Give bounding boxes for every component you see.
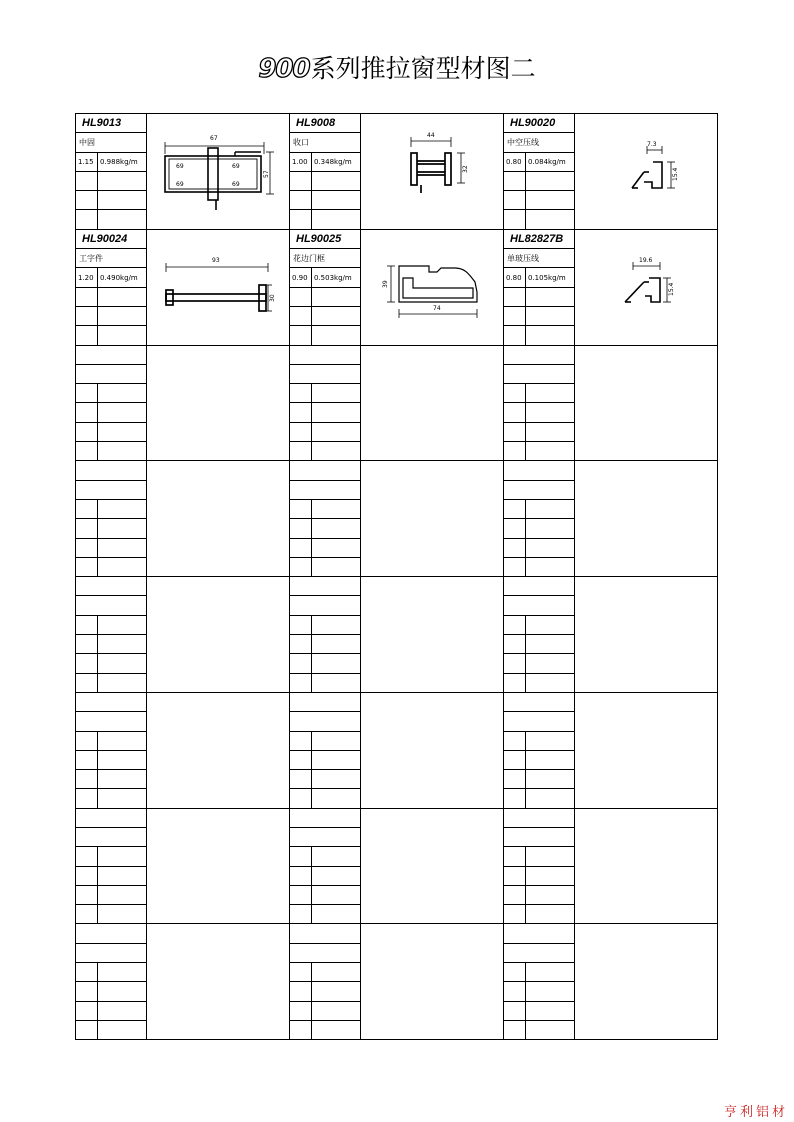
empty-cell bbox=[312, 770, 361, 789]
empty-cell bbox=[312, 673, 361, 692]
empty-cell bbox=[504, 615, 526, 634]
unit-weight: 0.348kg/m bbox=[312, 152, 361, 171]
empty-name-cell bbox=[504, 827, 575, 846]
empty-cell bbox=[290, 499, 312, 518]
empty-cell bbox=[290, 1001, 312, 1020]
empty-cell bbox=[76, 982, 98, 1001]
profile-drawing-cell bbox=[147, 229, 290, 345]
empty-name-cell bbox=[290, 827, 361, 846]
empty-cell bbox=[290, 287, 312, 306]
table-row bbox=[76, 229, 718, 248]
empty-cell bbox=[290, 191, 312, 210]
empty-cell bbox=[290, 750, 312, 769]
table-row bbox=[76, 577, 718, 596]
empty-cell bbox=[312, 905, 361, 924]
empty-name-cell bbox=[290, 596, 361, 615]
empty-cell bbox=[290, 885, 312, 904]
empty-cell bbox=[98, 731, 147, 750]
unit-weight: 0.988kg/m bbox=[98, 152, 147, 171]
empty-cell bbox=[76, 905, 98, 924]
empty-cell bbox=[504, 1020, 526, 1039]
empty-name-cell bbox=[76, 943, 147, 962]
empty-cell bbox=[98, 442, 147, 461]
empty-cell bbox=[290, 1020, 312, 1039]
empty-cell bbox=[504, 866, 526, 885]
empty-cell bbox=[526, 384, 575, 403]
empty-code-cell bbox=[290, 461, 361, 480]
empty-cell bbox=[290, 538, 312, 557]
empty-cell bbox=[98, 403, 147, 422]
empty-cell bbox=[98, 210, 147, 229]
empty-name-cell bbox=[504, 596, 575, 615]
dim-width-label: 19.6 bbox=[639, 257, 653, 265]
empty-cell bbox=[312, 384, 361, 403]
wall-thickness: 0.90 bbox=[290, 268, 312, 287]
empty-cell bbox=[76, 750, 98, 769]
empty-drawing-cell bbox=[575, 345, 718, 461]
empty-drawing-cell bbox=[361, 461, 504, 577]
empty-cell bbox=[504, 442, 526, 461]
empty-cell bbox=[76, 210, 98, 229]
title-text: 系列推拉窗型材图二 bbox=[310, 54, 536, 83]
empty-cell bbox=[98, 770, 147, 789]
empty-cell bbox=[312, 654, 361, 673]
empty-cell bbox=[504, 731, 526, 750]
empty-drawing-cell bbox=[147, 345, 290, 461]
empty-cell bbox=[526, 731, 575, 750]
empty-cell bbox=[290, 615, 312, 634]
dim-height-label: 15.4 bbox=[672, 168, 679, 182]
empty-cell bbox=[526, 1001, 575, 1020]
mark-label-2: 69 bbox=[232, 163, 240, 171]
empty-cell bbox=[526, 885, 575, 904]
empty-cell bbox=[312, 963, 361, 982]
dim-width-label: 93 bbox=[211, 257, 220, 265]
empty-cell bbox=[290, 326, 312, 345]
empty-code-cell bbox=[290, 577, 361, 596]
empty-cell bbox=[504, 635, 526, 654]
empty-cell bbox=[312, 1001, 361, 1020]
profile-name: 中空压线 bbox=[504, 133, 575, 152]
empty-cell bbox=[312, 885, 361, 904]
empty-name-cell bbox=[290, 943, 361, 962]
empty-cell bbox=[504, 403, 526, 422]
unit-weight: 0.105kg/m bbox=[526, 268, 575, 287]
dim-width-label: 74 bbox=[433, 305, 441, 313]
empty-code-cell bbox=[290, 808, 361, 827]
empty-cell bbox=[504, 885, 526, 904]
empty-cell bbox=[312, 866, 361, 885]
empty-cell bbox=[76, 847, 98, 866]
profile-drawing-cell bbox=[575, 229, 718, 345]
profile-code: HL90020 bbox=[504, 114, 575, 133]
empty-cell bbox=[98, 750, 147, 769]
empty-cell bbox=[504, 770, 526, 789]
empty-drawing-cell bbox=[361, 345, 504, 461]
empty-cell bbox=[526, 287, 575, 306]
empty-cell bbox=[504, 171, 526, 190]
dim-height-label: 39 bbox=[382, 280, 389, 289]
empty-code-cell bbox=[290, 345, 361, 364]
empty-cell bbox=[526, 982, 575, 1001]
empty-cell bbox=[290, 171, 312, 190]
empty-cell bbox=[526, 499, 575, 518]
empty-cell bbox=[76, 770, 98, 789]
empty-cell bbox=[312, 403, 361, 422]
empty-cell bbox=[290, 519, 312, 538]
title-number: 900 bbox=[258, 54, 310, 84]
profile-catalog-table bbox=[75, 113, 718, 1040]
empty-cell bbox=[76, 403, 98, 422]
empty-cell bbox=[76, 673, 98, 692]
table-row bbox=[76, 114, 718, 133]
empty-cell bbox=[98, 963, 147, 982]
empty-drawing-cell bbox=[361, 577, 504, 693]
empty-cell bbox=[526, 171, 575, 190]
empty-cell bbox=[312, 982, 361, 1001]
empty-cell bbox=[98, 615, 147, 634]
empty-cell bbox=[526, 442, 575, 461]
empty-cell bbox=[290, 789, 312, 808]
empty-cell bbox=[98, 384, 147, 403]
empty-name-cell bbox=[76, 480, 147, 499]
empty-cell bbox=[76, 287, 98, 306]
empty-cell bbox=[76, 635, 98, 654]
empty-cell bbox=[312, 210, 361, 229]
profile-code: HL9008 bbox=[290, 114, 361, 133]
empty-name-cell bbox=[76, 827, 147, 846]
empty-cell bbox=[290, 847, 312, 866]
empty-cell bbox=[98, 326, 147, 345]
empty-cell bbox=[290, 442, 312, 461]
profile-code: HL82827B bbox=[504, 229, 575, 248]
empty-code-cell bbox=[76, 808, 147, 827]
empty-code-cell bbox=[76, 345, 147, 364]
hl82827b-profile-drawing bbox=[611, 252, 681, 322]
empty-cell bbox=[76, 384, 98, 403]
empty-cell bbox=[526, 635, 575, 654]
empty-cell bbox=[504, 789, 526, 808]
empty-cell bbox=[504, 1001, 526, 1020]
dim-width-label: 67 bbox=[210, 135, 218, 143]
empty-cell bbox=[504, 306, 526, 325]
empty-cell bbox=[76, 1020, 98, 1039]
profile-name: 收口 bbox=[290, 133, 361, 152]
dim-height-label: 30 bbox=[268, 294, 276, 303]
empty-code-cell bbox=[504, 345, 575, 364]
empty-cell bbox=[526, 210, 575, 229]
empty-cell bbox=[526, 750, 575, 769]
empty-cell bbox=[312, 789, 361, 808]
empty-cell bbox=[526, 905, 575, 924]
empty-name-cell bbox=[504, 712, 575, 731]
page-title bbox=[0, 52, 794, 86]
empty-code-cell bbox=[76, 577, 147, 596]
empty-cell bbox=[98, 789, 147, 808]
empty-cell bbox=[504, 384, 526, 403]
empty-cell bbox=[76, 422, 98, 441]
empty-cell bbox=[526, 403, 575, 422]
profile-code: HL90024 bbox=[76, 229, 147, 248]
empty-drawing-cell bbox=[147, 808, 290, 924]
dim-height-label: 32 bbox=[462, 165, 469, 174]
profile-name: 中固 bbox=[76, 133, 147, 152]
hl9013-profile-drawing bbox=[158, 126, 278, 216]
dim-height-label: 15.4 bbox=[668, 282, 675, 297]
empty-cell bbox=[98, 171, 147, 190]
empty-cell bbox=[98, 1001, 147, 1020]
empty-cell bbox=[504, 519, 526, 538]
empty-drawing-cell bbox=[147, 577, 290, 693]
empty-cell bbox=[76, 654, 98, 673]
empty-name-cell bbox=[76, 364, 147, 383]
empty-cell bbox=[290, 770, 312, 789]
empty-cell bbox=[526, 673, 575, 692]
empty-cell bbox=[290, 403, 312, 422]
empty-drawing-cell bbox=[361, 692, 504, 808]
empty-cell bbox=[76, 442, 98, 461]
empty-code-cell bbox=[504, 577, 575, 596]
empty-cell bbox=[526, 306, 575, 325]
empty-cell bbox=[504, 210, 526, 229]
empty-cell bbox=[98, 654, 147, 673]
empty-cell bbox=[504, 538, 526, 557]
empty-cell bbox=[290, 654, 312, 673]
empty-cell bbox=[76, 519, 98, 538]
empty-code-cell bbox=[76, 461, 147, 480]
empty-cell bbox=[312, 615, 361, 634]
empty-cell bbox=[98, 982, 147, 1001]
empty-cell bbox=[526, 847, 575, 866]
empty-cell bbox=[312, 442, 361, 461]
empty-drawing-cell bbox=[575, 924, 718, 1040]
hl9008-profile-drawing bbox=[387, 131, 477, 211]
empty-code-cell bbox=[76, 692, 147, 711]
empty-cell bbox=[526, 789, 575, 808]
empty-cell bbox=[526, 422, 575, 441]
empty-cell bbox=[98, 191, 147, 210]
empty-cell bbox=[312, 422, 361, 441]
empty-cell bbox=[290, 384, 312, 403]
empty-cell bbox=[312, 847, 361, 866]
empty-cell bbox=[98, 635, 147, 654]
unit-weight: 0.084kg/m bbox=[526, 152, 575, 171]
empty-cell bbox=[504, 963, 526, 982]
empty-drawing-cell bbox=[147, 692, 290, 808]
empty-code-cell bbox=[290, 692, 361, 711]
empty-cell bbox=[526, 866, 575, 885]
profile-drawing-cell bbox=[147, 114, 290, 230]
empty-cell bbox=[504, 654, 526, 673]
empty-cell bbox=[504, 287, 526, 306]
empty-cell bbox=[526, 519, 575, 538]
empty-cell bbox=[312, 191, 361, 210]
hl90020-profile-drawing bbox=[611, 136, 681, 206]
profile-drawing-cell bbox=[361, 229, 504, 345]
empty-cell bbox=[312, 750, 361, 769]
empty-cell bbox=[98, 287, 147, 306]
empty-cell bbox=[504, 673, 526, 692]
empty-cell bbox=[504, 982, 526, 1001]
empty-cell bbox=[312, 499, 361, 518]
empty-drawing-cell bbox=[575, 692, 718, 808]
empty-cell bbox=[290, 673, 312, 692]
empty-cell bbox=[526, 326, 575, 345]
empty-cell bbox=[98, 866, 147, 885]
dim-width-label: 7.3 bbox=[647, 141, 657, 149]
empty-cell bbox=[290, 866, 312, 885]
empty-name-cell bbox=[76, 596, 147, 615]
empty-cell bbox=[526, 538, 575, 557]
empty-cell bbox=[76, 499, 98, 518]
empty-code-cell bbox=[504, 692, 575, 711]
empty-cell bbox=[312, 326, 361, 345]
empty-cell bbox=[76, 191, 98, 210]
empty-cell bbox=[76, 557, 98, 576]
empty-code-cell bbox=[290, 924, 361, 943]
empty-cell bbox=[76, 866, 98, 885]
empty-code-cell bbox=[504, 808, 575, 827]
mark-label-3: 69 bbox=[176, 181, 184, 189]
empty-cell bbox=[312, 557, 361, 576]
unit-weight: 0.503kg/m bbox=[312, 268, 361, 287]
empty-cell bbox=[312, 171, 361, 190]
empty-cell bbox=[76, 963, 98, 982]
profile-name: 单玻压线 bbox=[504, 249, 575, 268]
empty-cell bbox=[526, 654, 575, 673]
empty-name-cell bbox=[76, 712, 147, 731]
empty-cell bbox=[98, 673, 147, 692]
empty-drawing-cell bbox=[361, 808, 504, 924]
empty-code-cell bbox=[504, 461, 575, 480]
empty-name-cell bbox=[504, 480, 575, 499]
hl90024-profile-drawing bbox=[156, 252, 281, 322]
empty-cell bbox=[98, 519, 147, 538]
empty-cell bbox=[504, 905, 526, 924]
empty-cell bbox=[290, 306, 312, 325]
empty-cell bbox=[526, 770, 575, 789]
empty-cell bbox=[98, 847, 147, 866]
empty-cell bbox=[312, 519, 361, 538]
empty-cell bbox=[504, 557, 526, 576]
empty-cell bbox=[290, 731, 312, 750]
empty-cell bbox=[76, 789, 98, 808]
empty-cell bbox=[76, 615, 98, 634]
empty-cell bbox=[290, 963, 312, 982]
empty-cell bbox=[526, 1020, 575, 1039]
empty-name-cell bbox=[290, 364, 361, 383]
dim-width-label: 44 bbox=[427, 132, 435, 140]
profile-code: HL90025 bbox=[290, 229, 361, 248]
empty-cell bbox=[98, 538, 147, 557]
empty-cell bbox=[312, 287, 361, 306]
empty-cell bbox=[290, 635, 312, 654]
empty-name-cell bbox=[290, 712, 361, 731]
empty-cell bbox=[312, 306, 361, 325]
empty-drawing-cell bbox=[575, 577, 718, 693]
profile-drawing-cell bbox=[361, 114, 504, 230]
table-row bbox=[76, 692, 718, 711]
empty-cell bbox=[76, 538, 98, 557]
empty-cell bbox=[290, 210, 312, 229]
empty-cell bbox=[290, 905, 312, 924]
empty-cell bbox=[526, 615, 575, 634]
empty-cell bbox=[504, 847, 526, 866]
profile-drawing-cell bbox=[575, 114, 718, 230]
table-row bbox=[76, 461, 718, 480]
mark-label-4: 69 bbox=[232, 181, 240, 189]
unit-weight: 0.490kg/m bbox=[98, 268, 147, 287]
profile-name: 花边门框 bbox=[290, 249, 361, 268]
hl90025-profile-drawing bbox=[377, 252, 487, 322]
dim-height-label: 57 bbox=[263, 170, 270, 179]
table-row bbox=[76, 345, 718, 364]
empty-cell bbox=[98, 557, 147, 576]
empty-cell bbox=[504, 499, 526, 518]
empty-cell bbox=[76, 326, 98, 345]
empty-cell bbox=[98, 422, 147, 441]
empty-cell bbox=[290, 422, 312, 441]
empty-cell bbox=[312, 635, 361, 654]
empty-drawing-cell bbox=[575, 808, 718, 924]
empty-cell bbox=[526, 963, 575, 982]
empty-cell bbox=[526, 557, 575, 576]
wall-thickness: 1.20 bbox=[76, 268, 98, 287]
empty-drawing-cell bbox=[147, 924, 290, 1040]
empty-name-cell bbox=[504, 943, 575, 962]
wall-thickness: 1.15 bbox=[76, 152, 98, 171]
wall-thickness: 0.80 bbox=[504, 152, 526, 171]
empty-name-cell bbox=[290, 480, 361, 499]
empty-drawing-cell bbox=[361, 924, 504, 1040]
profile-code: HL9013 bbox=[76, 114, 147, 133]
empty-drawing-cell bbox=[575, 461, 718, 577]
empty-cell bbox=[98, 885, 147, 904]
empty-cell bbox=[312, 1020, 361, 1039]
profile-name: 工字件 bbox=[76, 249, 147, 268]
empty-cell bbox=[504, 191, 526, 210]
empty-cell bbox=[76, 306, 98, 325]
empty-cell bbox=[504, 750, 526, 769]
table-row bbox=[76, 924, 718, 943]
empty-code-cell bbox=[504, 924, 575, 943]
empty-cell bbox=[98, 1020, 147, 1039]
empty-cell bbox=[98, 499, 147, 518]
empty-cell bbox=[290, 557, 312, 576]
empty-cell bbox=[76, 731, 98, 750]
empty-name-cell bbox=[504, 364, 575, 383]
empty-cell bbox=[98, 905, 147, 924]
empty-cell bbox=[312, 538, 361, 557]
empty-cell bbox=[504, 326, 526, 345]
empty-cell bbox=[504, 422, 526, 441]
empty-cell bbox=[290, 982, 312, 1001]
empty-cell bbox=[76, 171, 98, 190]
empty-cell bbox=[526, 191, 575, 210]
empty-code-cell bbox=[76, 924, 147, 943]
table-row bbox=[76, 808, 718, 827]
empty-cell bbox=[312, 731, 361, 750]
brand-mark: 亨利铝材 bbox=[723, 1105, 788, 1120]
wall-thickness: 1.00 bbox=[290, 152, 312, 171]
mark-label-1: 69 bbox=[176, 163, 184, 171]
wall-thickness: 0.80 bbox=[504, 268, 526, 287]
empty-cell bbox=[98, 306, 147, 325]
empty-cell bbox=[76, 885, 98, 904]
empty-cell bbox=[76, 1001, 98, 1020]
empty-drawing-cell bbox=[147, 461, 290, 577]
